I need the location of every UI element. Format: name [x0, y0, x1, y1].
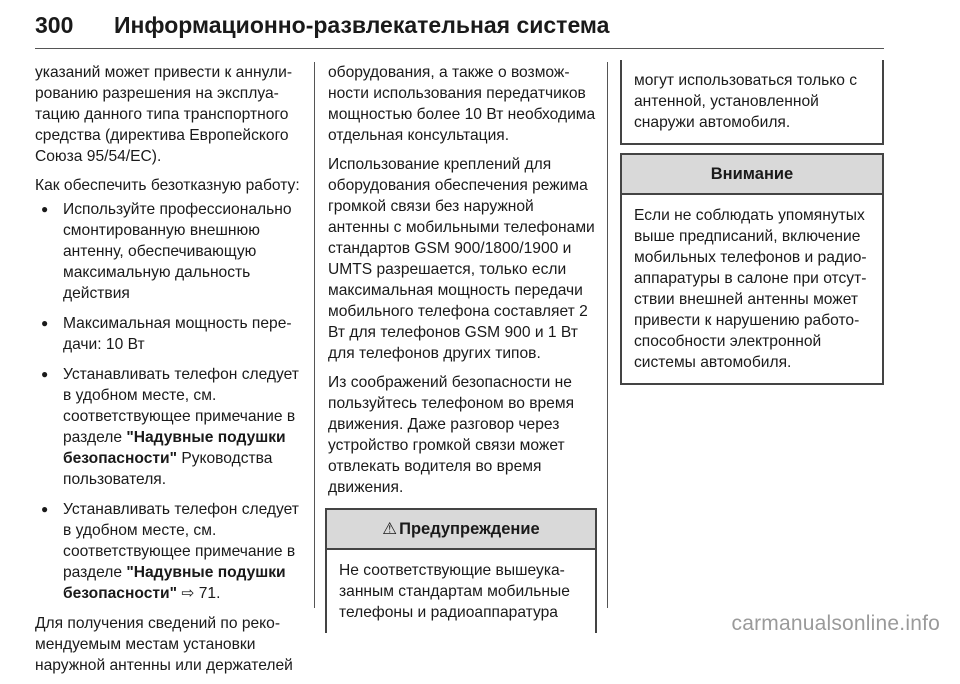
bullet-text: Используйте профессионально смонтированную внешнюю антенну, обеспечивающую максимальную дальность действия: [63, 201, 292, 302]
bullet-item: [35, 313, 303, 355]
page-ref[interactable]: 71.: [194, 585, 221, 602]
column-divider-1: [314, 62, 315, 608]
bullet-text: Максимальная мощность передачи: 10 Вт: [63, 315, 292, 353]
warning-header: [327, 510, 595, 550]
watermark: carmanualsonline.info: [731, 612, 940, 635]
section-link[interactable]: "Надувные подушки безопасности": [63, 429, 286, 467]
page-number: 300: [35, 12, 74, 38]
column-2: [328, 62, 596, 633]
page-ref-arrow-icon: ⇨: [181, 585, 195, 602]
bullet-text: Устанавливать телефон следует в удобном месте, см. соответствующее примечание в разделе: [63, 501, 299, 581]
warning-box-continued: [620, 60, 884, 145]
notice-header: Внимание: [622, 155, 882, 195]
warning-box: [325, 508, 597, 633]
bullet-item: [35, 199, 303, 304]
warning-triangle-icon: ⚠: [382, 520, 398, 538]
paragraph: Как обеспечить безотказную работу:: [35, 177, 300, 194]
column-divider-2: [607, 62, 608, 608]
column-1: [35, 62, 303, 684]
warning-body: Не соответствующие вышеуказанным стандартам мобильные телефоны и радиоаппаратура: [339, 562, 570, 621]
paragraph: оборудования, а также о возможности использования передатчиков мощностью более 10 Вт необходима отдельная консультация.: [328, 64, 596, 144]
paragraph: Использование креплений для оборудования обеспечения режима громкой связи без наружной антенны с мобильными телефонами стандартов GSM 900/1800/1900 и UMTS разрешается, только если максимальная мощность передачи мобильного телефона составляет 2 Вт для телефонов GSM 900 и 1 Вт для телефонов других типов.: [328, 156, 595, 362]
bullet-text: Устанавливать телефон следует в удобном месте, см. соответствующее примечание в разделе: [63, 366, 299, 446]
column-3: [620, 62, 884, 385]
paragraph: Для получения сведений по рекомендуемым местам установки наружной антенны или держателей: [35, 615, 293, 674]
paragraph: Из соображений безопасности не пользуйтесь телефоном во время движения. Даже разговор через устройство громкой связи может отвлекать водителя во время движения.: [328, 374, 575, 496]
paragraph: указаний может привести к аннулированию разрешения на эксплуатацию данного типа транспортного средства (директива Европейского Союза 95/54/EC).: [35, 64, 293, 165]
bullet-item: [35, 364, 303, 490]
warning-title: Предупреждение: [399, 520, 540, 538]
bullet-text: Руководства пользователя.: [63, 450, 273, 488]
chapter-title: Информационно-развлекательная система: [114, 12, 610, 38]
notice-body: Если не соблюдать упомянутых выше предписаний, включение мобильных телефонов и радиоаппаратуры в салоне при отсутствии внешней антенны может привести к нарушению работоспособности электронной системы автомобиля.: [634, 207, 867, 371]
header-rule: [35, 48, 884, 49]
bullet-item: [35, 499, 303, 604]
section-link[interactable]: "Надувные подушки безопасности": [63, 564, 286, 602]
warning-body-continued: могут использоваться только с антенной, установленной снаружи автомобиля.: [634, 72, 858, 131]
notice-box: [620, 153, 884, 385]
